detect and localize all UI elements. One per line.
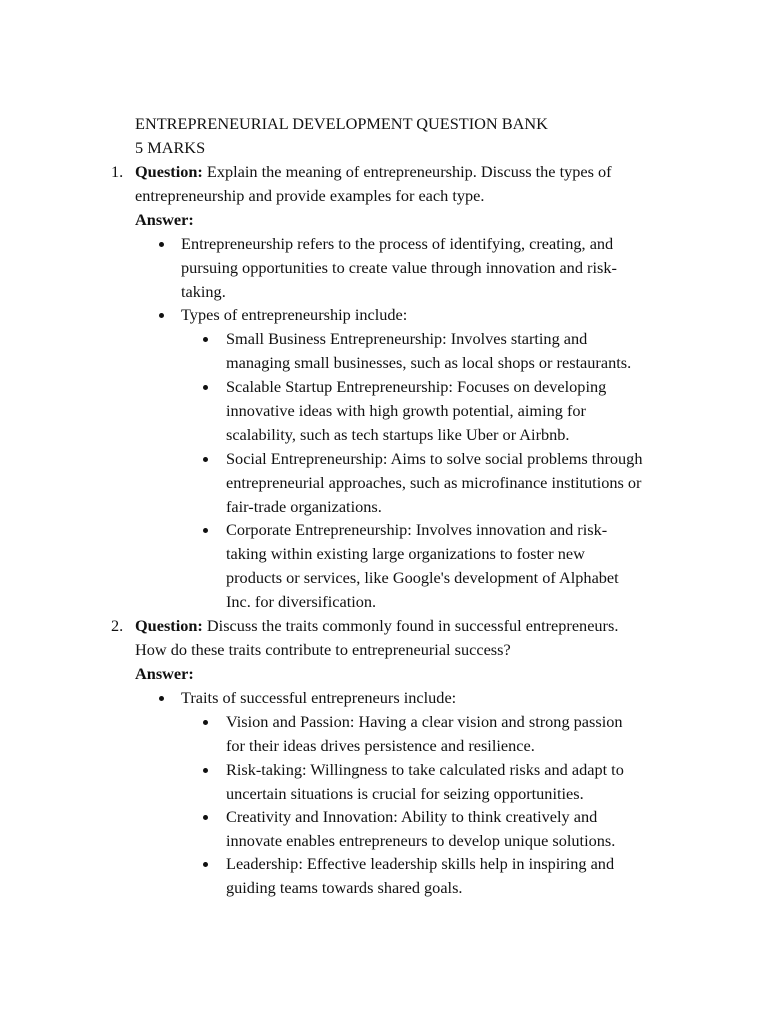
sub-item-text: taking within existing large organizations to foster new — [226, 544, 585, 563]
bullet-icon — [203, 768, 208, 773]
sub-item-text: innovate enables entrepreneurs to develop unique solutions. — [226, 831, 616, 850]
question-text-line: entrepreneurship and provide examples for each type. — [135, 186, 485, 205]
question-label: Question: — [135, 616, 203, 635]
bullet-icon — [203, 862, 208, 867]
question-number: 2. — [111, 616, 124, 635]
bullet-icon — [159, 696, 164, 701]
sub-item-text: Small Business Entrepreneurship: Involves starting and — [226, 329, 588, 348]
sub-item-text: Vision and Passion: Having a clear vision and strong passion — [226, 712, 623, 731]
bullet-icon — [203, 337, 208, 342]
question-text — [135, 162, 612, 182]
bullet-icon — [203, 385, 208, 390]
answer-text-line: Types of entrepreneurship include: — [181, 305, 408, 324]
bullet-icon — [159, 242, 164, 247]
sub-item-text: Leadership: Effective leadership skills help in inspiring and — [226, 854, 615, 873]
document-title: ENTREPRENEURIAL DEVELOPMENT QUESTION BANK — [135, 114, 548, 133]
answer-text-line: taking. — [181, 282, 226, 301]
sub-item-text: Scalable Startup Entrepreneurship: Focuses on developing — [226, 377, 607, 396]
question-text-line: Explain the meaning of entrepreneurship. Discuss the types of — [202, 162, 612, 181]
marks-heading: 5 MARKS — [135, 138, 206, 157]
bullet-icon — [203, 457, 208, 462]
answer-text-line: Entrepreneurship refers to the process of identifying, creating, and — [181, 234, 614, 253]
sub-item-text: Social Entrepreneurship: Aims to solve social problems through — [226, 449, 643, 468]
sub-item-text: Risk-taking: Willingness to take calculated risks and adapt to — [226, 760, 624, 779]
sub-item-text: innovative ideas with high growth potential, aiming for — [226, 401, 586, 420]
bullet-icon — [159, 313, 164, 318]
sub-item-text: Creativity and Innovation: Ability to think creatively and — [226, 807, 598, 826]
bullet-icon — [203, 528, 208, 533]
sub-item-text: entrepreneurial approaches, such as microfinance institutions or — [226, 473, 642, 492]
question-number: 1. — [111, 162, 124, 181]
sub-item-text: fair-trade organizations. — [226, 497, 382, 516]
question-text-line: Discuss the traits commonly found in successful entrepreneurs. — [202, 616, 619, 635]
sub-item-text: managing small businesses, such as local shops or restaurants. — [226, 353, 632, 372]
bullet-icon — [203, 815, 208, 820]
bullet-icon — [203, 720, 208, 725]
sub-item-text: uncertain situations is crucial for seizing opportunities. — [226, 784, 584, 803]
sub-item-text: Inc. for diversification. — [226, 592, 377, 611]
answer-text-line: Traits of successful entrepreneurs include: — [181, 688, 457, 707]
sub-item-text: products or services, like Google's development of Alphabet — [226, 568, 619, 587]
answer-label: Answer: — [135, 210, 194, 229]
sub-item-text: Corporate Entrepreneurship: Involves innovation and risk- — [226, 520, 608, 539]
answer-text-line: pursuing opportunities to create value through innovation and risk- — [181, 258, 617, 277]
sub-item-text: scalability, such as tech startups like Uber or Airbnb. — [226, 425, 570, 444]
answer-label: Answer: — [135, 664, 194, 683]
sub-item-text: guiding teams towards shared goals. — [226, 878, 463, 897]
question-text-line: How do these traits contribute to entrepreneurial success? — [135, 640, 511, 659]
question-label: Question: — [135, 162, 203, 181]
sub-item-text: for their ideas drives persistence and resilience. — [226, 736, 535, 755]
question-text — [135, 616, 618, 636]
